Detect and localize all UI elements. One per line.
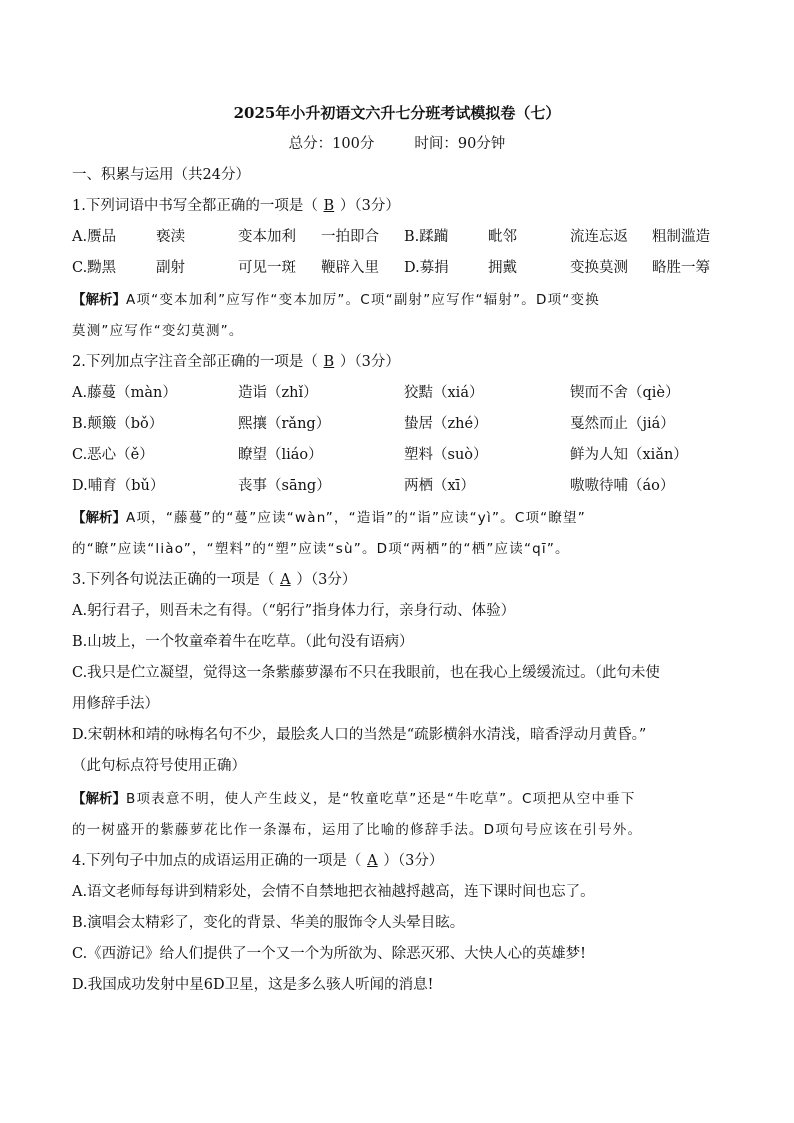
question-3-stem: 3.下列各句说法正确的一项是（ A ）（3分） bbox=[72, 572, 357, 588]
question-4-option-b: B.演唱会太精彩了，变化的背景、华美的服饰令人头晕目眩。 bbox=[72, 915, 465, 931]
option-word: 鞭辟入里 bbox=[321, 260, 379, 276]
exam-page: 2025年小升初语文六升七分班考试模拟卷（七） 总分：100分 时间：90分钟 一、积累与运用（共24分） 1.下列词语中书写全都正确的一项是（ B ）（3分） A.赝品 亵渎 变本加利 一拍即合 B.蹂躏 毗邻 流连忘返 粗制滥造 C.黝黑 副射 可见一斑 鞭辟入里 D.募捐 拥戴 变换莫测 略胜一筹 【解析】A项“变本加利”应写作“变本加厉”。C项“副射”应写作“辐射”。D项“变换 莫测”应写作“变幻莫测”。 2.下列加点字注音全部正确的一项是（ B ）（3分） A.藤蔓（màn） 造诣（zhǐ） 狡黠（xiá） 锲而不舍（qiè） B.颠簸（bǒ） 熙攘（rǎng） 蛰居（zhé） 戛然而止（jiá） C.恶心（ě） 瞭望（liáo） 塑料（suò） 鲜为人知（xiǎn） D.哺育（bǔ） 丧事（sāng） 两栖（xī） 嗷嗷待哺（áo） 【解析】A项，“藤蔓”的“蔓”应读“wàn”，“造诣”的“诣”应读“yì”。C项“瞭望” 的“瞭”应读“liào”，“塑料”的“塑”应读“sù”。D项“两栖”的“栖”应读“qī”。 3.下列各句说法正确的一项是（ A ）（3分） A.躬行君子，则吾未之有得。（“躬行”指身体力行，亲身行动、体验） B.山坡上，一个牧童牵着牛在吃草。（此句没有语病） C.我只是伫立凝望，觉得这一条紫藤萝瀑布不只在我眼前，也在我心上缓缓流过。（此句未使 用修辞手法） D.宋朝林和靖的咏梅名句不少，最脍炙人口的当然是“疏影横斜水清浅，暗香浮动月黄昏。” （此句标点符号使用正确） 【解析】B项表意不明，使人产生歧义，是“牧童吃草”还是“牛吃草”。C项把从空中垂下 的一树盛开的紫藤萝花比作一条瀑布，运用了比喻的修辞手法。D项句号应该在引号外。 4.下列句子中加点的成语运用正确的一项是（ A ）（3分） A.语文老师每每讲到精彩处，会情不自禁地把衣袖越捋越高，连下课时间也忘了。 B.演唱会太精彩了，变化的背景、华美的服饰令人头晕目眩。 C.《西游记》给人们提供了一个又一个为所欲为、除恶灭邪、大快人心的英雄梦! D.我国成功发射中星6D卫星，这是多么骇人听闻的消息! bbox=[0, 0, 794, 1123]
question-3-analysis: 【解析】B项表意不明，使人产生歧义，是“牧童吃草”还是“牛吃草”。C项把从空中垂下 bbox=[72, 791, 636, 807]
analysis-tag: 【解析】 bbox=[72, 292, 126, 308]
option-word: 略胜一筹 bbox=[652, 260, 710, 276]
question-2-analysis-cont: 的“瞭”应读“liào”，“塑料”的“塑”应读“sù”。D项“两栖”的“栖”应读“qī”。 bbox=[72, 541, 570, 557]
option-word: C.黝黑 bbox=[72, 260, 117, 276]
option-word: D.募捐 bbox=[404, 260, 449, 276]
option-word: 毗邻 bbox=[488, 229, 517, 245]
option-word: 变换莫测 bbox=[570, 260, 628, 276]
question-1-stem: 1.下列词语中书写全都正确的一项是（ B ）（3分） bbox=[72, 198, 400, 214]
option-word: 拥戴 bbox=[488, 260, 517, 276]
option-word: A.赝品 bbox=[72, 229, 117, 245]
option-word: 可见一斑 bbox=[238, 260, 296, 276]
analysis-tag: 【解析】 bbox=[72, 510, 126, 526]
option-word: 副射 bbox=[156, 260, 185, 276]
option-word: 变本加利 bbox=[238, 229, 296, 245]
question-4-answer: A bbox=[367, 853, 378, 869]
question-3-option-a: A.躬行君子，则吾未之有得。（“躬行”指身体力行，亲身行动、体验） bbox=[72, 603, 516, 619]
question-3-option-c: C.我只是伫立凝望，觉得这一条紫藤萝瀑布不只在我眼前，也在我心上缓缓流过。（此句未使 bbox=[72, 665, 660, 681]
question-4-option-d: D.我国成功发射中星6D卫星，这是多么骇人听闻的消息! bbox=[72, 977, 434, 993]
section-title: 一、积累与运用（共24分） bbox=[72, 167, 250, 183]
total-score: 总分：100分 bbox=[288, 136, 375, 152]
question-4-option-a: A.语文老师每每讲到精彩处，会情不自禁地把衣袖越捋越高，连下课时间也忘了。 bbox=[72, 884, 595, 900]
question-2-stem: 2.下列加点字注音全部正确的一项是（ B ）（3分） bbox=[72, 354, 400, 370]
question-1-answer: B bbox=[323, 198, 335, 214]
option-word: B.蹂躏 bbox=[404, 229, 449, 245]
exam-meta bbox=[0, 134, 794, 154]
question-3-option-d: D.宋朝林和靖的咏梅名句不少，最脍炙人口的当然是“疏影横斜水清浅，暗香浮动月黄昏。” bbox=[72, 727, 647, 743]
question-2-analysis: 【解析】A项，“藤蔓”的“蔓”应读“wàn”，“造诣”的“诣”应读“yì”。C项“瞭望” bbox=[72, 510, 586, 526]
option-word: 粗制滥造 bbox=[652, 229, 710, 245]
question-3-answer: A bbox=[280, 572, 291, 588]
question-3-analysis-cont: 的一树盛开的紫藤萝花比作一条瀑布，运用了比喻的修辞手法。D项句号应该在引号外。 bbox=[72, 822, 643, 838]
exam-title: 2025年小升初语文六升七分班考试模拟卷（七） bbox=[233, 104, 561, 122]
question-4-stem: 4.下列句子中加点的成语运用正确的一项是（ A ）（3分） bbox=[72, 853, 444, 869]
analysis-tag: 【解析】 bbox=[72, 791, 126, 807]
option-word: 一拍即合 bbox=[321, 229, 379, 245]
option-word: 流连忘返 bbox=[570, 229, 628, 245]
question-3-option-b: B.山坡上，一个牧童牵着牛在吃草。（此句没有语病） bbox=[72, 634, 414, 650]
question-2-answer: B bbox=[323, 354, 335, 370]
question-3-option-d-cont: （此句标点符号使用正确） bbox=[72, 758, 246, 774]
question-3-option-c-cont: 用修辞手法） bbox=[72, 696, 159, 712]
question-1-analysis-cont: 莫测”应写作“变幻莫测”。 bbox=[72, 323, 244, 339]
option-word: 亵渎 bbox=[156, 229, 185, 245]
exam-time: 时间：90分钟 bbox=[414, 136, 506, 152]
question-1-analysis: 【解析】A项“变本加利”应写作“变本加厉”。C项“副射”应写作“辐射”。D项“变换 bbox=[72, 292, 600, 308]
question-4-option-c: C.《西游记》给人们提供了一个又一个为所欲为、除恶灭邪、大快人心的英雄梦! bbox=[72, 946, 587, 962]
